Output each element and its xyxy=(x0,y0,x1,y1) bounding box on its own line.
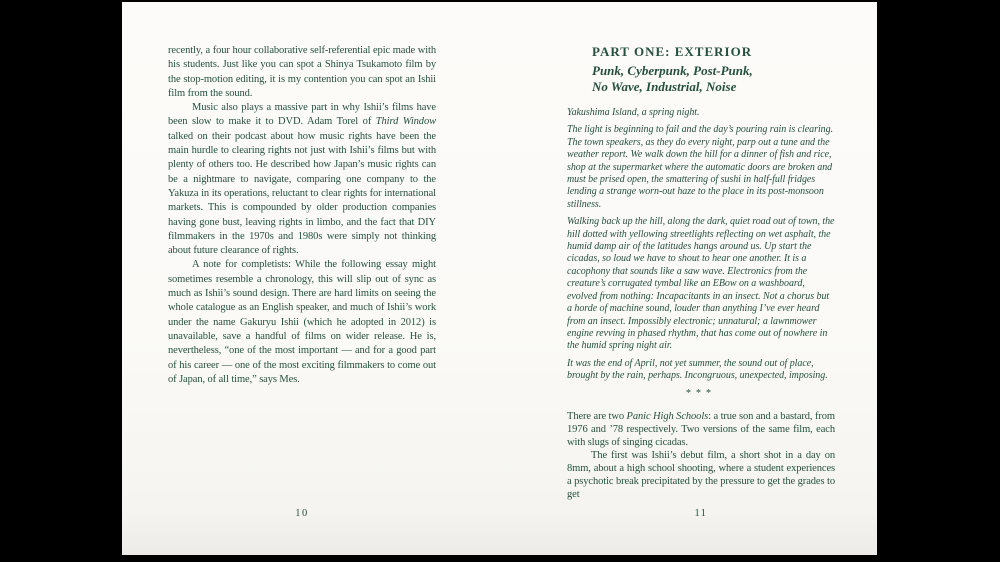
text-run: Walking back up the hill, along the dark, quiet road out of town, the hill dotted with yellowing streetlights reflecting on wet asphalt, the humid damp air of the latitudes hangs around us. Up start the cicadas, so loud we have to shout to hear one another. It is a cacophony that sounds like a saw wave. Electronics from the creature’s corrugated tymbal like an EBow on a washboard, evolved from nothing: Incapacitants in an insect. Not a chorus but a horde of machine sound, louder than anything I’ve ever heard from an insect. Impossibly electronic; unnatural; a lawnmower engine revving in phased rhythm, that has come out of nowhere in the humid spring night air. xyxy=(567,216,835,352)
left-page-text-column xyxy=(168,44,436,387)
text-run: There are two xyxy=(567,410,627,422)
right-page-italic-section xyxy=(567,107,835,383)
part-subtitle-line: Punk, Cyberpunk, Post-Punk, xyxy=(592,63,753,78)
paragraph xyxy=(567,216,835,352)
part-subtitle xyxy=(592,63,835,94)
text-run: It was the end of April, not yet summer, the sound out of place, brought by the rain, perhaps. Incongruous, unexpected, imposing. xyxy=(567,357,828,382)
text-run: The first was Ishii’s debut film, a short shot in a day on 8mm, about a high school shooting, where a student experiences a psychotic break precipitated by the pressure to get the grades to get xyxy=(567,449,835,500)
book-spread xyxy=(122,2,877,555)
left-page-number: 10 xyxy=(295,508,309,519)
paragraph xyxy=(168,258,436,387)
part-subtitle-line: No Wave, Industrial, Noise xyxy=(592,78,737,94)
text-run: Yakushima Island, a spring night. xyxy=(567,107,700,118)
italic-text-run: Third Window xyxy=(375,116,437,128)
text-run: The light is beginning to fail and the day’s pouring rain is clearing. The town speakers, as they do every night, parp out a tune and the weather report. We walk down the hill for a dinner of fish and rice, shop at the supermarket where the automatic doors are broken and must be prised open, the smattering of sushi in half-full fridges lending a strange worn-out haze to the place in its post-monsoon stillness. xyxy=(567,124,834,210)
paragraph xyxy=(567,124,835,211)
paragraph xyxy=(567,410,835,449)
paragraph xyxy=(168,101,436,258)
right-page-roman-section xyxy=(567,410,835,501)
text-run: A note for completists: While the following essay might sometimes resemble a chronology, this will slip out of sync as much as Ishii’s sound design. There are hard limits on seeing the whole catalogue as an English speaker, and much of Ishii’s work under the name Gakuryu Ishii (which he adopted in 2012) is unavailable, save a handful of films on wider release. He is, nevertheless, “one of the most important — and for a good part of his career — one of the most exciting filmmakers to come out of Japan, of all time,” says Mes. xyxy=(168,259,436,385)
italic-text-run: Panic High Schools xyxy=(626,410,709,422)
text-run: : a true son and a bastard, from 1976 and ’78 respectively. Two versions of the same film, each with slugs of singing cicadas. xyxy=(567,410,835,448)
right-page-number: 11 xyxy=(694,508,708,519)
part-title: PART ONE: EXTERIOR xyxy=(592,44,753,59)
text-run: recently, a four hour collaborative self-referential epic made with his students. Just like you can spot a Shinya Tsukamoto film by the stop-motion editing, it is my contention you can spot an Ishii film from the sound. xyxy=(168,45,436,99)
right-page-text-column xyxy=(567,44,835,501)
paragraph xyxy=(168,44,436,101)
section-separator: *** xyxy=(686,387,716,399)
paragraph xyxy=(567,107,835,119)
paragraph xyxy=(567,449,835,501)
paragraph xyxy=(567,358,835,383)
text-run: Music also plays a massive part in why Ishii’s films have been slow to make it to DVD. Adam Torel of xyxy=(168,102,436,128)
text-run: talked on their podcast about how music rights have been the main hurdle to clearing rights not just with Ishii’s films but with plenty of others too. He described how Japan’s music rights can be a nightmare to navigate, comparing one company to the Yakuza in its operations, reluctant to clear rights for international markets. This is compounded by older production companies having gone bust, leaving rights in limbo, and the fact that DIY filmmakers in the 1970s and 1980s were simply not thinking about future clearance of rights. xyxy=(168,130,436,257)
